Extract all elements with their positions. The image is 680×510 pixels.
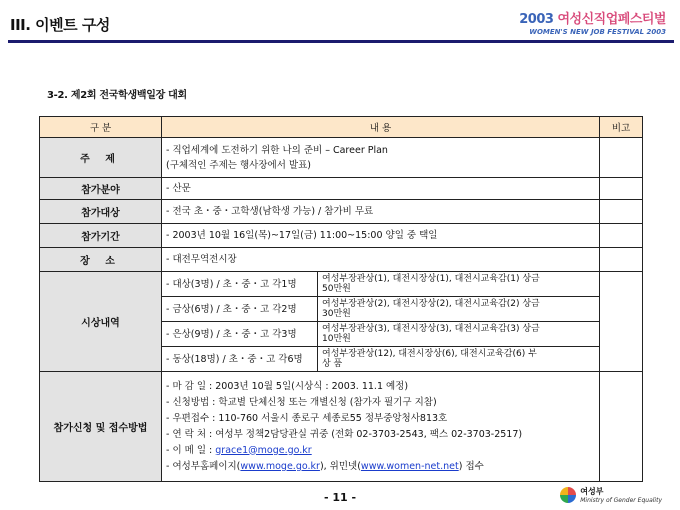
logo-year: 2003 [519, 12, 554, 27]
value-eligibility: - 전국 초・중・고학생(남학생 가능) / 참가비 무료 [162, 200, 600, 224]
note-cell [600, 178, 643, 200]
web-mid: ), 위민넷( [319, 460, 361, 472]
moge-link[interactable]: www.moge.go.kr [240, 460, 320, 472]
note-cell [600, 372, 643, 482]
value-application [162, 372, 600, 482]
label-application: 참가신청 및 접수방법 [40, 372, 162, 482]
header-category: 구 분 [40, 117, 162, 138]
header-content: 내 용 [162, 117, 600, 138]
web-suffix: ) 접수 [458, 460, 484, 472]
label-eligibility: 참가대상 [40, 200, 162, 224]
value-field: - 산문 [162, 178, 600, 200]
award-detail-text: 여성부장관상(12), 대전시장상(6), 대전시교육감(6) 부 [322, 349, 537, 359]
note-cell [600, 224, 643, 248]
award-amount: 30만원 [322, 309, 351, 319]
header-note: 비고 [600, 117, 643, 138]
award-detail-text: 여성부장관상(1), 대전시장상(1), 대전시교육감(1) 상금 [322, 274, 540, 284]
email-prefix: - 이 메 일 : [166, 444, 216, 456]
web-prefix: - 여성부홈페이지( [166, 460, 241, 472]
ministry-emblem-icon [560, 487, 576, 503]
womennet-link[interactable]: www.women-net.net [360, 460, 459, 472]
label-field: 참가분야 [40, 178, 162, 200]
application-deadline: - 마 감 일 : 2003년 10월 5일(시상식 : 2003. 11.1 예정) [166, 380, 409, 392]
application-web-line [166, 459, 595, 475]
section-title: III. 이벤트 구성 [10, 16, 110, 34]
theme-line1: - 직업세계에 도전하기 위한 나의 준비 – Career Plan [166, 144, 388, 156]
award-amount: 10만원 [322, 334, 351, 344]
header-divider [8, 40, 674, 43]
label-theme: 주 제 [40, 138, 162, 178]
value-theme [162, 138, 600, 178]
application-email-line [166, 443, 595, 459]
application-method: - 신청방법 : 학교별 단체신청 또는 개별신청 (참가자 필기구 지참) [166, 396, 437, 408]
logo-english: WOMEN'S NEW JOB FESTIVAL 2003 [529, 28, 666, 36]
ministry-logo [560, 486, 662, 504]
subsection-title: 3-2. 제2회 전국학생백일장 대회 [47, 90, 187, 101]
festival-logo [519, 8, 666, 36]
application-contact: - 연 락 처 : 여성부 정책2담당관실 귀중 (전화 02-3703-2543, 팩스 02-3703-2517) [166, 428, 523, 440]
ministry-name-kr: 여성부 [580, 487, 604, 496]
label-venue: 장 소 [40, 248, 162, 272]
ministry-name-en: Ministry of Gender Equality [580, 497, 662, 504]
page-number: - 11 - [323, 491, 357, 504]
award-prize: - 금상(6명) / 초・중・고 각2명 [162, 297, 318, 322]
award-amount: 50만원 [322, 284, 351, 294]
email-link[interactable]: grace1@moge.go.kr [215, 444, 312, 456]
note-cell [600, 272, 643, 372]
note-cell [600, 138, 643, 178]
value-venue: - 대전무역전시장 [162, 248, 600, 272]
logo-name: 여성신직업페스티벌 [557, 12, 666, 27]
award-detail [318, 322, 600, 347]
award-prize: - 대상(3명) / 초・중・고 각1명 [162, 272, 318, 297]
row-award [40, 272, 643, 297]
award-amount: 상 품 [322, 359, 343, 369]
value-period: - 2003년 10월 16일(목)~17일(금) 11:00~15:00 양일 중 택일 [162, 224, 600, 248]
row-period [40, 224, 643, 248]
award-detail-text: 여성부장관상(3), 대전시장상(3), 대전시교육감(3) 상금 [322, 324, 540, 334]
note-cell [600, 248, 643, 272]
application-mail: - 우편접수 : 110-760 서울시 종로구 세종로55 정부중앙청사813호 [166, 412, 448, 424]
award-detail [318, 347, 600, 372]
award-detail [318, 272, 600, 297]
row-application [40, 372, 643, 482]
award-prize: - 동상(18명) / 초・중・고 각6명 [162, 347, 318, 372]
award-prize: - 은상(9명) / 초・중・고 각3명 [162, 322, 318, 347]
row-theme [40, 138, 643, 178]
row-field [40, 178, 643, 200]
award-detail [318, 297, 600, 322]
note-cell [600, 200, 643, 224]
theme-line2: (구체적인 주제는 행사장에서 발표) [166, 159, 311, 171]
row-venue [40, 248, 643, 272]
label-awards: 시상내역 [40, 272, 162, 372]
award-detail-text: 여성부장관상(2), 대전시장상(2), 대전시교육감(2) 상금 [322, 299, 540, 309]
label-period: 참가기간 [40, 224, 162, 248]
event-table [39, 116, 643, 482]
row-eligibility [40, 200, 643, 224]
